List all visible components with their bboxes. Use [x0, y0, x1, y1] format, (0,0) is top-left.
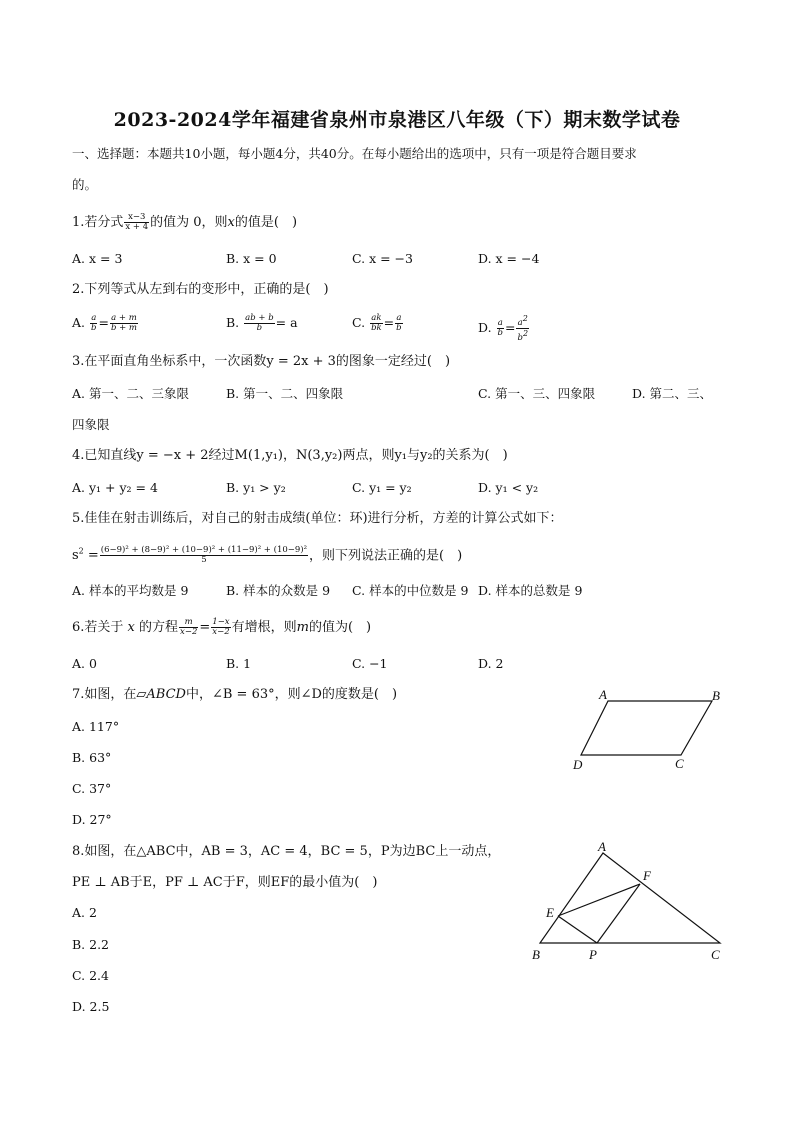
q7-shape: ▱ABCD [136, 687, 186, 702]
q2-a-n1: a [91, 313, 97, 323]
q3-option-b[interactable]: B. 第一、二、四象限 [226, 386, 344, 401]
q3-option-c[interactable]: C. 第一、三、四象限 [478, 386, 596, 401]
q7-option-a[interactable]: A. 117° [72, 719, 120, 734]
q2-a-d1: b [91, 323, 97, 333]
q2-d-frac-left [497, 319, 504, 338]
triangle-label-p: P [589, 947, 597, 962]
triangle-label-c: C [711, 947, 720, 962]
q7-option-c[interactable]: C. 37° [72, 781, 112, 796]
question-5-stem: 5.佳佳在射击训练后，对自己的射击成绩(单位：环)进行分析，方差的计算公式如下： [72, 511, 563, 526]
q2-d-d1: b [497, 327, 503, 338]
q2-b-rhs: a [290, 315, 298, 330]
question-1-stem [72, 213, 297, 232]
parallelogram-label-b: B [712, 688, 720, 703]
q8-option-b[interactable]: B. 2.2 [72, 937, 110, 952]
question-6-stem: 6.若关于 x 的方程 $\frac{m}{x-2}$ = $\frac{1-x}{x-2}$ 有增根，则m的值为( ) [72, 617, 372, 637]
q1-option-d[interactable]: D. x = −4 [478, 251, 540, 266]
q2-a-n2: a + m [111, 313, 137, 323]
q6-d2: x−2 [212, 627, 230, 637]
q1-prefix: 1.若分式 [72, 215, 124, 230]
q5-option-a[interactable]: A. 样本的平均数是 9 [72, 583, 189, 598]
q2-d-label: D. [478, 319, 492, 335]
q1-option-c[interactable]: C. x = −3 [352, 251, 413, 266]
q5-denominator: 5 [201, 555, 207, 566]
q8-option-d[interactable]: D. 2.5 [72, 999, 110, 1014]
parallelogram-abcd [581, 701, 712, 755]
q4-option-c[interactable]: C. y₁ = y₂ [352, 480, 412, 495]
q3-option-d[interactable]: D. 第二、三、 [632, 386, 713, 401]
triangle-label-a: A [598, 839, 606, 854]
q2-option-a[interactable]: A. $\frac{a}{b}$ = $\frac{a + m}{b + m}$ [72, 313, 137, 333]
q6-frac-left [179, 618, 198, 637]
q2-option-b[interactable]: B. $\frac{ab + b}{b}$ = a [226, 313, 298, 333]
q1-text: 的值为 0，则 [150, 215, 228, 230]
q2-a-frac-right [110, 314, 138, 333]
q2-c-d1: bk [371, 323, 382, 333]
section-heading-line2: 的。 [72, 177, 98, 192]
q2-c-d2: b [396, 323, 402, 333]
q2-option-d[interactable]: D. $\frac{a}{b}$ = $\frac{a^2}{b^2}$ [478, 314, 529, 343]
parallelogram-label-c: C [675, 756, 684, 771]
q6-variable-m: m [296, 620, 309, 635]
q6-n2: 1−x [212, 617, 230, 627]
q2-c-n2: a [396, 313, 402, 323]
q5-option-c[interactable]: C. 样本的中位数是 9 [352, 583, 469, 598]
q3-option-a[interactable]: A. 第一、二、三象限 [72, 386, 189, 401]
q2-b-frac [244, 314, 274, 333]
q1-option-b[interactable]: B. x = 0 [226, 251, 277, 266]
q2-b-label: B. [226, 315, 240, 330]
q6-post1: 有增根，则 [231, 620, 297, 635]
q6-option-b[interactable]: B. 1 [226, 656, 252, 671]
q6-post2: 的值为( ) [308, 620, 372, 635]
q5-fraction [100, 546, 308, 565]
q8-option-a[interactable]: A. 2 [72, 905, 97, 920]
question-3-stem: 3.在平面直角坐标系中，一次函数y = 2x + 3的图象一定经过( ) [72, 354, 451, 369]
q1-option-a[interactable]: A. x = 3 [72, 251, 123, 266]
q2-a-frac-left [90, 314, 97, 333]
q1-variable: x [227, 215, 235, 230]
triangle-label-b: B [532, 947, 540, 962]
q1-fraction [124, 213, 149, 232]
q2-a-d2: b + m [110, 323, 137, 333]
q7-option-b[interactable]: B. 63° [72, 750, 112, 765]
q6-mid: 的方程 [139, 620, 179, 635]
q2-d-frac-right [516, 314, 529, 343]
q2-d-n2: $a^2$ [517, 314, 528, 328]
q8-option-c[interactable]: C. 2.4 [72, 968, 109, 983]
q6-n1: m [179, 618, 198, 628]
q6-option-c[interactable]: C. −1 [352, 656, 388, 671]
q2-c-n1: ak [371, 313, 382, 323]
q3-option-d-continued: 四象限 [72, 417, 110, 432]
q5-variance-formula [72, 543, 462, 565]
parallelogram-figure [560, 680, 740, 780]
question-4-stem: 4.已知直线y = −x + 2经过M(1,y₁)，N(3,y₂)两点，则y₁与y₂的关系为( ) [72, 448, 508, 463]
page-title: 2023-2024学年福建省泉州市泉港区八年级（下）期末数学试卷 [113, 109, 681, 131]
q6-d1: x−2 [180, 627, 198, 637]
parallelogram-label-a: A [599, 687, 607, 702]
q5-lhs: $s^2$ = [72, 547, 99, 564]
q2-c-label: C. [352, 315, 366, 330]
q2-c-frac-right [395, 314, 402, 333]
q1-numerator: x−3 [124, 213, 149, 223]
triangle-label-f: F [643, 868, 651, 883]
q1-denominator: x + 4 [125, 222, 149, 232]
q6-prefix: 6.若关于 [72, 620, 124, 635]
q4-option-d[interactable]: D. y₁ < y₂ [478, 480, 539, 495]
q7-prefix: 7.如图，在 [72, 687, 137, 702]
question-7-stem [72, 686, 397, 704]
q1-text-end: 的值是( ) [234, 215, 298, 230]
triangle-label-e: E [546, 905, 554, 920]
question-8-line1: 8.如图，在△ABC中，AB = 3，AC = 4，BC = 5，P为边BC上一动点， [72, 844, 501, 859]
q7-option-d[interactable]: D. 27° [72, 812, 112, 827]
q2-d-d2: $b^2$ [517, 328, 529, 343]
segment-pe [558, 916, 597, 943]
q7-post: 中，∠B = 63°，则∠D的度数是( ) [185, 687, 398, 702]
triangle-figure [520, 835, 740, 970]
q2-a-label: A. [72, 315, 86, 330]
q5-post: ，则下列说法正确的是( ) [309, 548, 463, 564]
question-8-line2: PE ⊥ AB于E，PF ⊥ AC于F，则EF的最小值为( ) [72, 875, 378, 890]
question-2-stem: 2.下列等式从左到右的变形中，正确的是( ) [72, 282, 329, 297]
q4-option-a[interactable]: A. y₁ + y₂ = 4 [72, 480, 158, 495]
q4-option-b[interactable]: B. y₁ > y₂ [226, 480, 286, 495]
parallelogram-label-d: D [573, 757, 583, 772]
q2-option-c[interactable]: C. $\frac{ak}{bk}$ = $\frac{a}{b}$ [352, 313, 402, 333]
q2-c-frac-left [370, 314, 383, 333]
q5-option-b[interactable]: B. 样本的众数是 9 [226, 583, 331, 598]
q2-d-n1: a [497, 317, 503, 328]
q5-numerator: (6−9)² + (8−9)² + (10−9)² + (11−9)² + (10−9)² [100, 545, 308, 556]
q2-b-n1: ab + b [245, 313, 274, 323]
q6-option-a[interactable]: A. 0 [72, 656, 97, 671]
q2-b-d1: b [256, 323, 263, 333]
section-heading-line1: 一、选择题：本题共10小题，每小题4分，共40分。在每小题给出的选项中，只有一项是符合题目要求 [72, 146, 637, 161]
q5-option-d[interactable]: D. 样本的总数是 9 [478, 583, 583, 598]
q6-option-d[interactable]: D. 2 [478, 656, 504, 671]
q6-frac-right [211, 618, 230, 637]
q6-variable: x [127, 620, 135, 635]
